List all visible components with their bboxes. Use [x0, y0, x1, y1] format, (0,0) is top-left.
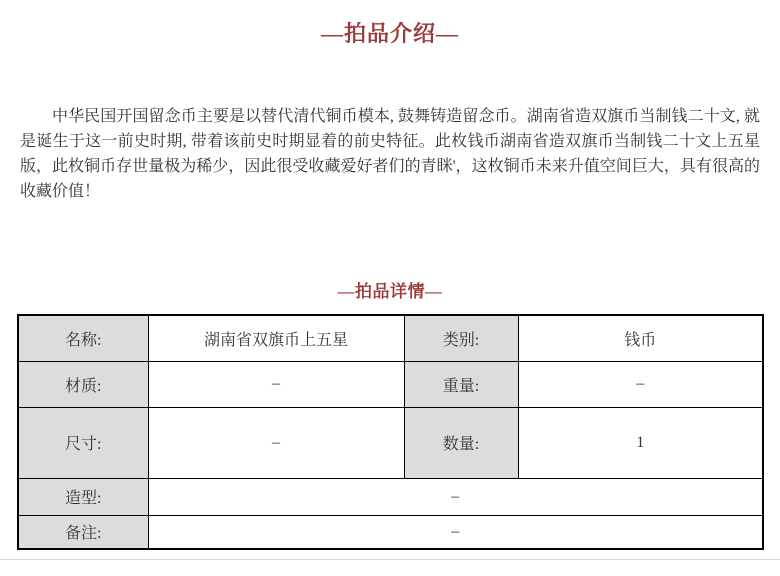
- item-introduction-paragraph: 中华民国开国留念币主要是以替代清代铜币模本, 鼓舞铸造留念币。湖南省造双旗币当制钱二十文, 就是诞生于这一前史时期, 带着该前史时期显着的前史特征。此枚钱币湖南省造双旗币当制钱二十文上五星版，此枚铜币存世量极为稀少，因此很受收藏爱好者们的青眯'，这枚铜币未来升值空间巨大，具有很高的收藏价值！: [20, 108, 760, 200]
- table-row-material-weight: [18, 361, 763, 407]
- item-introduction-title: —拍品介绍—: [320, 21, 459, 46]
- shape-label-cell: 造型:: [18, 478, 148, 515]
- bottom-divider: [0, 559, 780, 560]
- material-value-cell: –: [148, 361, 404, 407]
- remarks-label-cell: 备注:: [18, 515, 148, 549]
- table-row-size-quantity: [18, 407, 763, 478]
- table-row-name-category: [18, 315, 763, 361]
- shape-value-cell: –: [148, 478, 763, 515]
- material-label-cell: 材质:: [18, 361, 148, 407]
- name-value-cell: 湖南省双旗币上五星: [148, 315, 404, 361]
- size-label-cell: 尺寸:: [18, 407, 148, 478]
- quantity-label-cell: 数量:: [404, 407, 518, 478]
- weight-label-cell: 重量:: [404, 361, 518, 407]
- size-value-cell: –: [148, 407, 404, 478]
- table-row-remarks: [18, 515, 763, 549]
- quantity-value-cell: 1: [518, 407, 763, 478]
- item-details-title: —拍品详情—: [337, 282, 443, 301]
- table-row-shape: [18, 478, 763, 515]
- category-label-cell: 类别:: [404, 315, 518, 361]
- weight-value-cell: –: [518, 361, 763, 407]
- name-label-cell: 名称:: [18, 315, 148, 361]
- remarks-value-cell: –: [148, 515, 763, 549]
- category-value-cell: 钱币: [518, 315, 763, 361]
- item-details-table: [17, 314, 764, 550]
